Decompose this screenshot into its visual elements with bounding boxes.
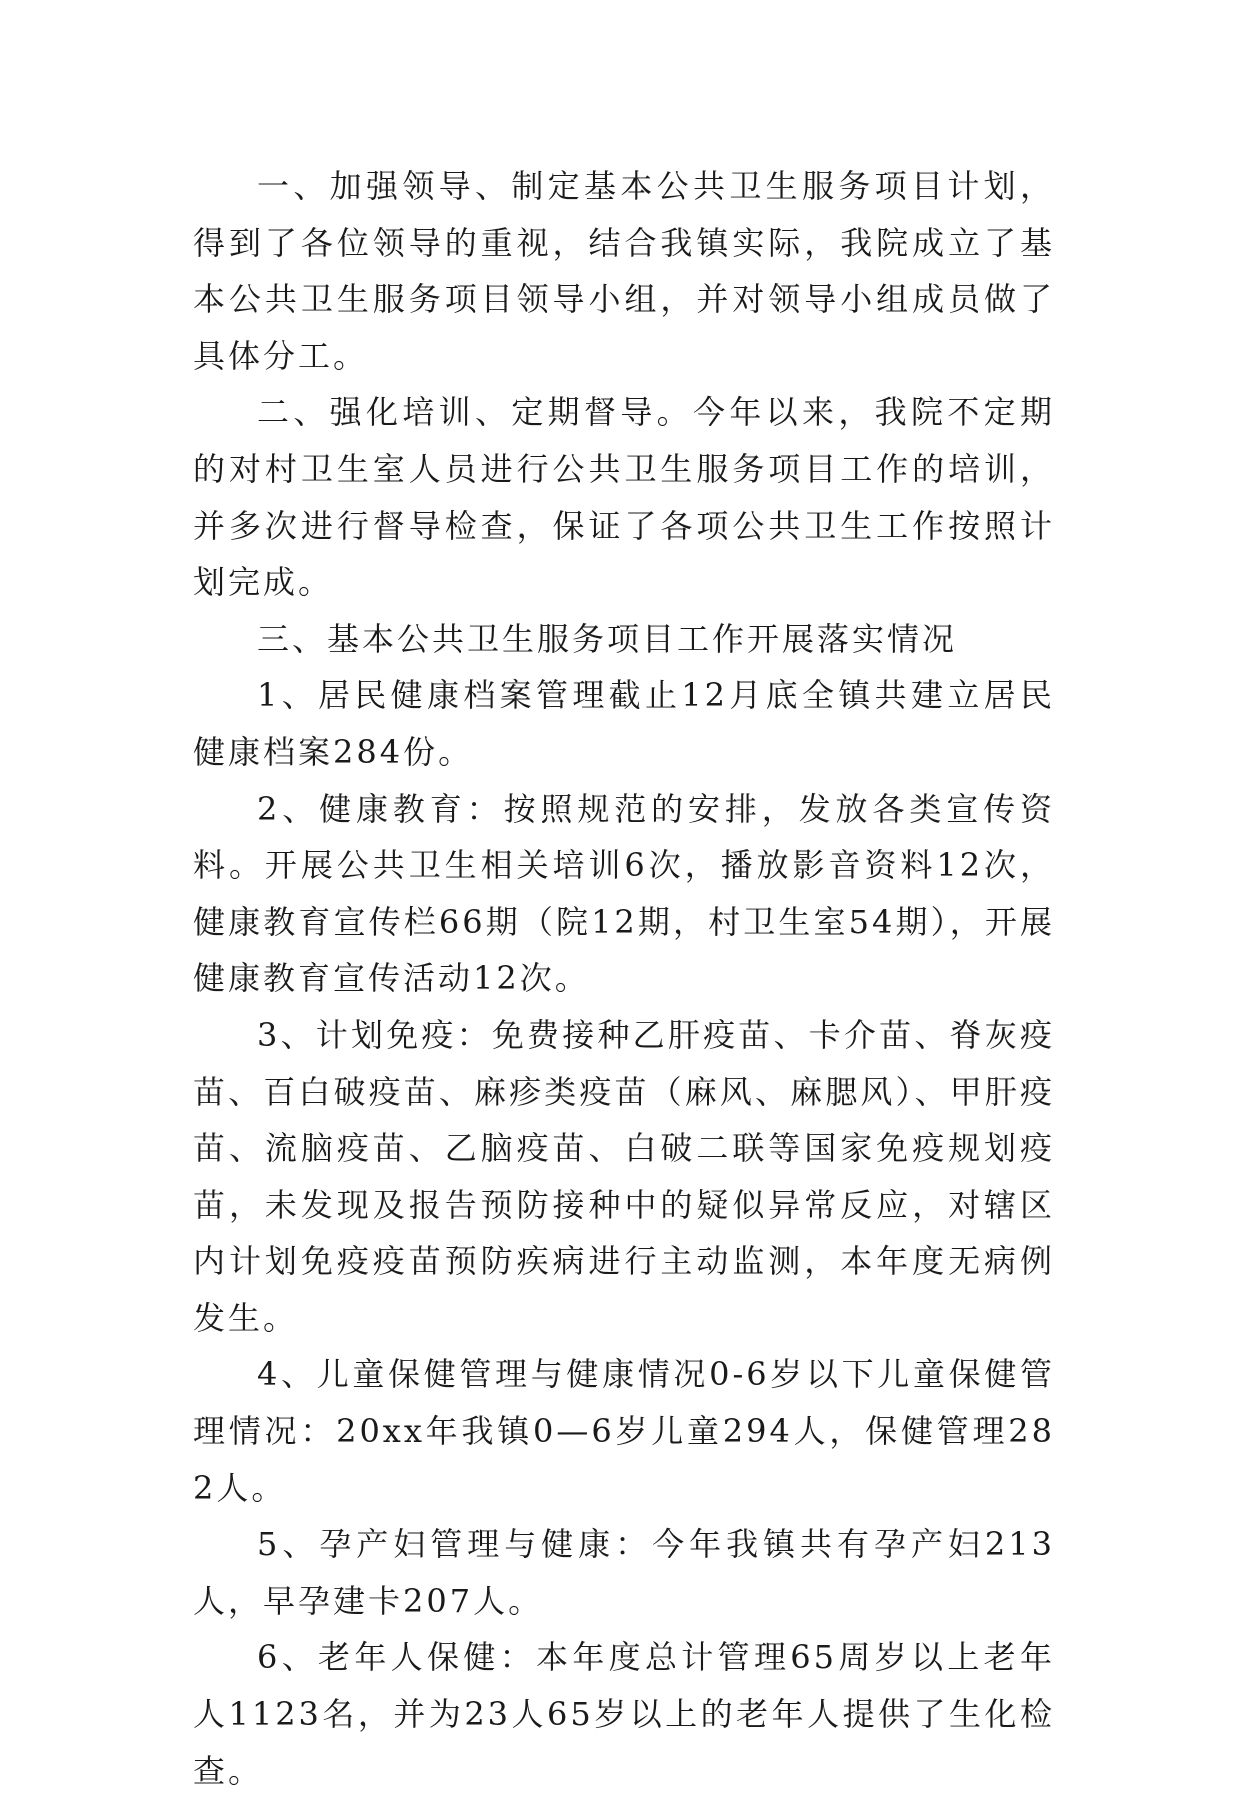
- paragraph-health-records: 1、居民健康档案管理截止12月底全镇共建立居民健康档案284份。: [193, 676, 1055, 771]
- paragraph-maternal-health: 5、孕产妇管理与健康：今年我镇共有孕产妇213人，早孕建卡207人。: [193, 1525, 1055, 1620]
- paragraph-health-education: 2、健康教育：按照规范的安排，发放各类宣传资料。开展公共卫生相关培训6次，播放影音资料12次，健康教育宣传栏66期（院12期，村卫生室54期），开展健康教育宣传活动12次。: [193, 789, 1055, 998]
- document-body: [193, 158, 1055, 1799]
- paragraph-implementation-heading: 三、基本公共卫生服务项目工作开展落实情况: [257, 619, 958, 658]
- paragraph-child-health: 4、儿童保健管理与健康情况0-6岁以下儿童保健管理情况：20xx年我镇0—6岁儿童294人，保健管理282人。: [193, 1355, 1055, 1507]
- paragraph-training: 二、强化培训、定期督导。今年以来，我院不定期的对村卫生室人员进行公共卫生服务项目工作的培训，并多次进行督导检查，保证了各项公共卫生工作按照计划完成。: [193, 393, 1055, 602]
- paragraph-elderly-care: 6、老年人保健：本年度总计管理65周岁以上老年人1123名，并为23人65岁以上的老年人提供了生化检查。: [193, 1638, 1055, 1790]
- paragraph-leadership: 一、加强领导、制定基本公共卫生服务项目计划，得到了各位领导的重视，结合我镇实际，我院成立了基本公共卫生服务项目领导小组，并对领导小组成员做了具体分工。: [193, 167, 1055, 375]
- paragraph-immunization: 3、计划免疫：免费接种乙肝疫苗、卡介苗、脊灰疫苗、百白破疫苗、麻疹类疫苗（麻风、麻腮风）、甲肝疫苗、流脑疫苗、乙脑疫苗、白破二联等国家免疫规划疫苗，未发现及报告预防接种中的疑似异常反应，对辖区内计划免疫疫苗预防疾病进行主动监测，本年度无病例发生。: [193, 1015, 1055, 1337]
